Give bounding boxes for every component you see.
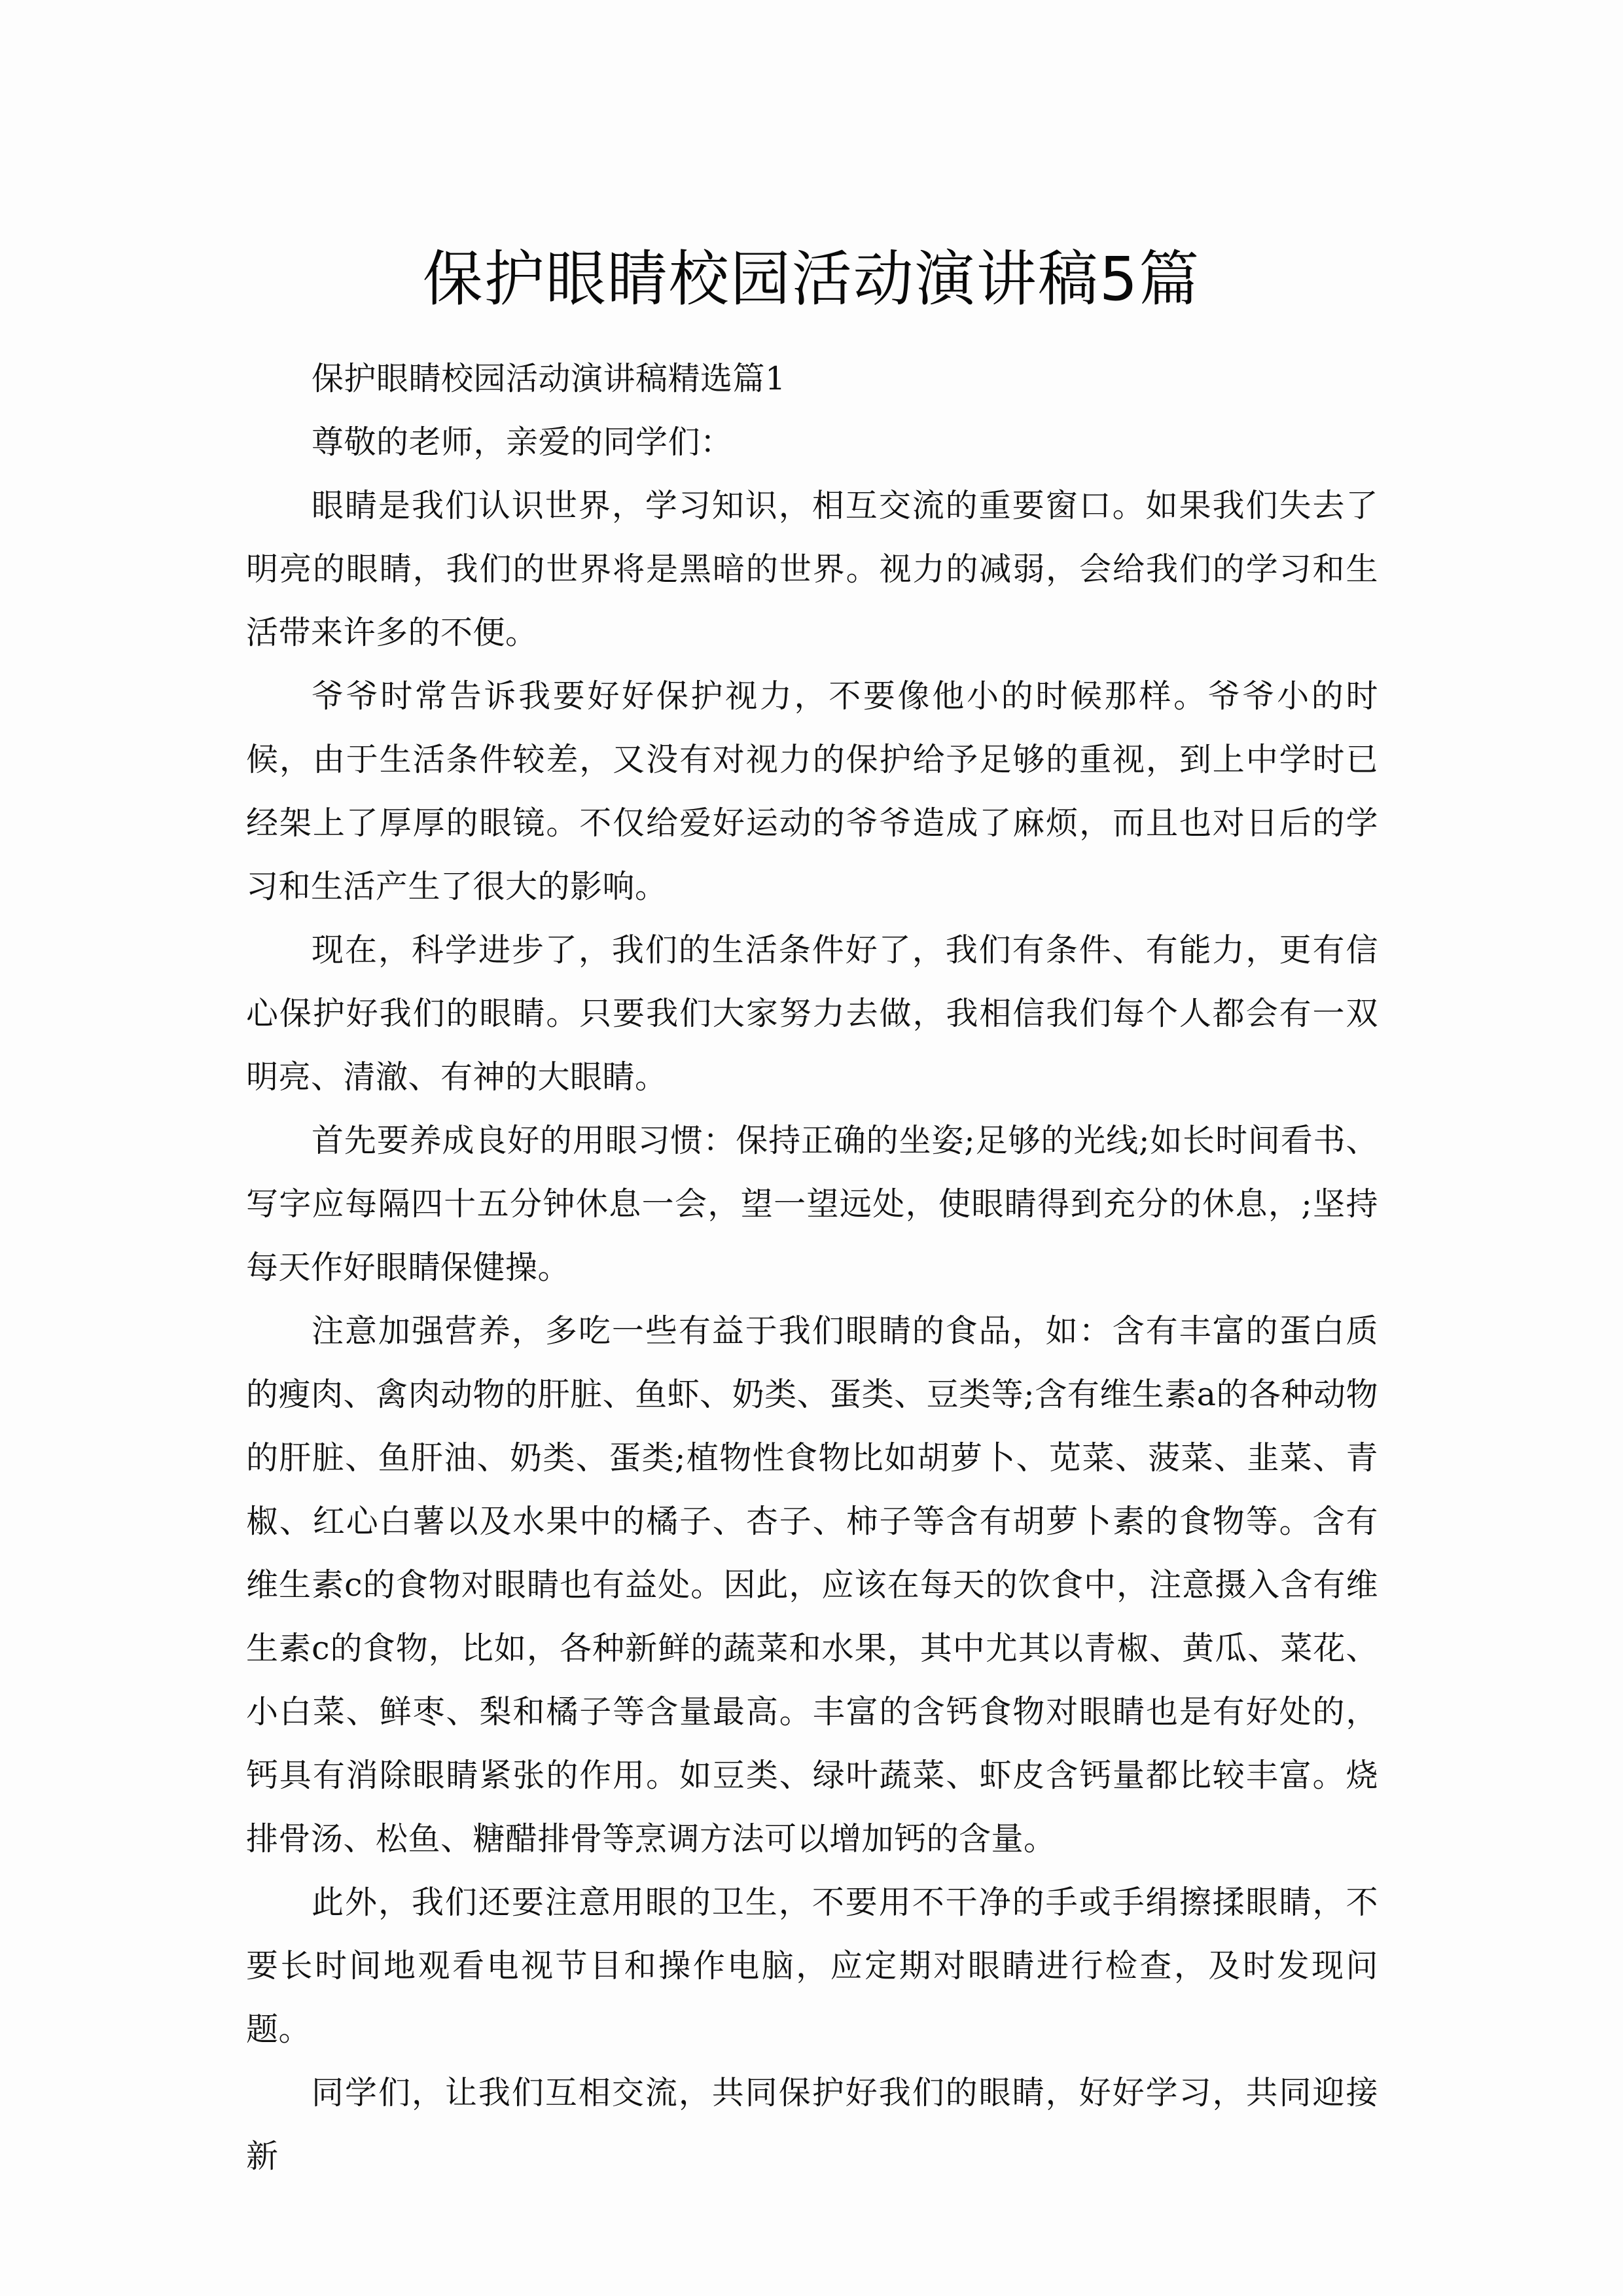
salutation: 尊敬的老师，亲爱的同学们： [312,423,733,461]
paragraph: 同学们，让我们互相交流，共同保护好我们的眼睛，好好学习，共同迎接新 [246,2074,1378,2175]
paragraph: 首先要养成良好的用眼习惯：保持正确的坐姿;足够的光线;如长时间看书、写字应每隔四十五分钟休息一会，望一望远处，使眼睛得到充分的休息，;坚持每天作好眼睛保健操。 [246,1122,1378,1286]
paragraph: 注意加强营养，多吃一些有益于我们眼睛的食品，如：含有丰富的蛋白质的瘦肉、禽肉动物的肝脏、鱼虾、奶类、蛋类、豆类等;含有维生素a的各种动物的肝脏、鱼肝油、奶类、蛋类;植物性食物比如胡萝卜、苋菜、菠菜、韭菜、青椒、红心白薯以及水果中的橘子、杏子、柿子等含有胡萝卜素的食物等。含有维生素c的食物对眼睛也有益处。因此，应该在每天的饮食中，注意摄入含有维生素c的食物，比如，各种新鲜的蔬菜和水果，其中尤其以青椒、黄瓜、菜花、小白菜、鲜枣、梨和橘子等含量最高。丰富的含钙食物对眼睛也是有好处的，钙具有消除眼睛紧张的作用。如豆类、绿叶蔬菜、虾皮含钙量都比较丰富。烧排骨汤、松鱼、糖醋排骨等烹调方法可以增加钙的含量。 [246,1312,1378,1857]
document-body [246,347,1378,2188]
document-title: 保护眼睛校园活动演讲稿5篇 [422,243,1201,314]
paragraph: 眼睛是我们认识世界，学习知识，相互交流的重要窗口。如果我们失去了明亮的眼睛，我们的世界将是黑暗的世界。视力的减弱，会给我们的学习和生活带来许多的不便。 [246,487,1378,651]
paragraph: 爷爷时常告诉我要好好保护视力，不要像他小的时候那样。爷爷小的时候，由于生活条件较差，又没有对视力的保护给予足够的重视，到上中学时已经架上了厚厚的眼镜。不仅给爱好运动的爷爷造成了麻烦，而且也对日后的学习和生活产生了很大的影响。 [246,677,1378,905]
section-heading: 保护眼睛校园活动演讲稿精选篇1 [312,360,786,397]
paragraph: 此外，我们还要注意用眼的卫生，不要用不干净的手或手绢擦揉眼睛，不要长时间地观看电视节目和操作电脑，应定期对眼睛进行检查，及时发现问题。 [246,1884,1378,2048]
paragraph: 现在，科学进步了，我们的生活条件好了，我们有条件、有能力，更有信心保护好我们的眼睛。只要我们大家努力去做，我相信我们每个人都会有一双明亮、清澈、有神的大眼睛。 [246,931,1378,1096]
